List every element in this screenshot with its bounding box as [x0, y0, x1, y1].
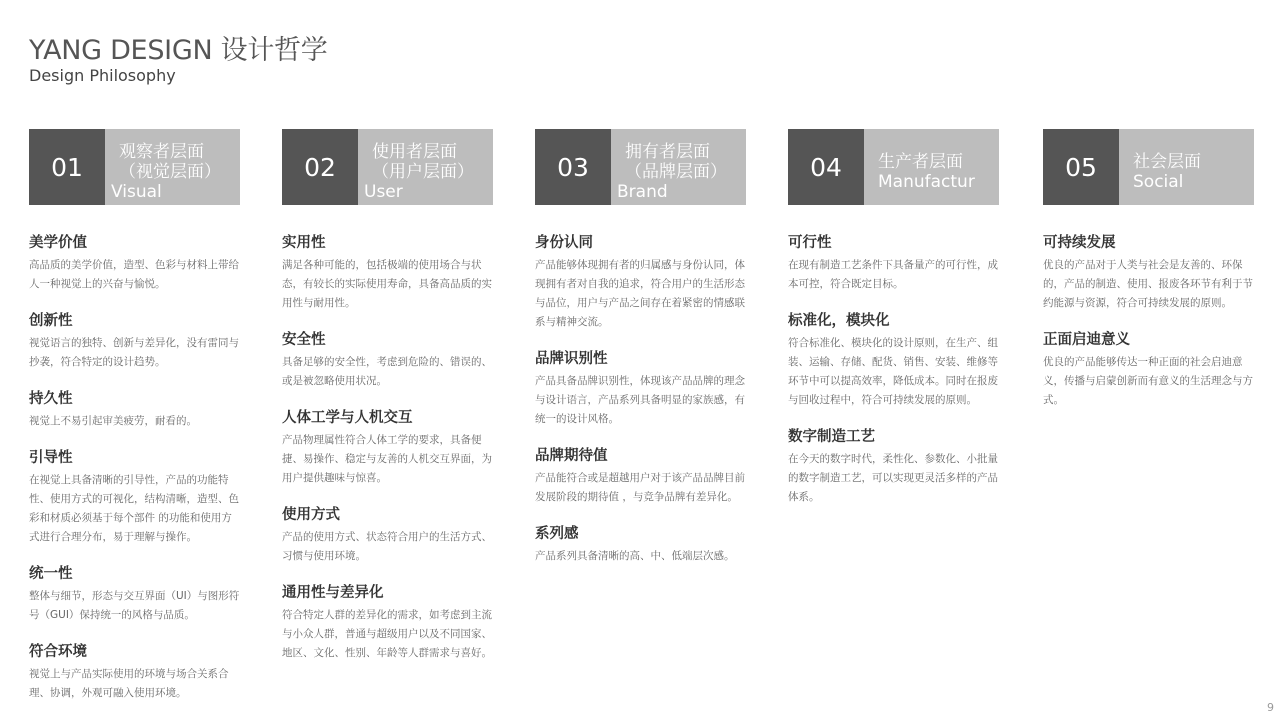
- item-desc: 整体与细节，形态与交互界面（UI）与图形符号（GUI）保持统一的风格与品质。: [29, 590, 240, 621]
- list-item: [29, 446, 241, 547]
- column-header: [282, 129, 493, 205]
- column-label-en: User: [364, 182, 403, 202]
- item-title: 创新性: [29, 313, 73, 329]
- column-number: 04: [788, 129, 864, 205]
- page-number: 9: [1267, 701, 1274, 714]
- item-title: 统一性: [29, 566, 73, 582]
- column-label-cn: 生产者层面: [878, 152, 963, 172]
- column-body: [535, 231, 747, 566]
- column-body: [1043, 231, 1255, 410]
- column-label-en: Manufactur: [878, 172, 975, 192]
- item-desc: 优良的产品对于人类与社会是友善的、环保的，产品的制造、使用、报废各环节有利于节约能源与资源，符合可持续发展的原则。: [1043, 259, 1253, 309]
- list-item: [29, 562, 241, 625]
- item-title: 实用性: [282, 235, 326, 251]
- item-title: 系列感: [535, 526, 579, 542]
- list-item: [535, 522, 747, 566]
- page-title: YANG DESIGN 设计哲学: [29, 35, 328, 66]
- column-visual: [29, 129, 241, 718]
- list-item: [1043, 231, 1255, 313]
- item-title: 符合环境: [29, 644, 87, 660]
- page-subtitle: Design Philosophy: [29, 66, 176, 85]
- column-label-en: Visual: [111, 182, 162, 202]
- item-title: 品牌期待值: [535, 448, 608, 464]
- item-desc: 产品系列具备清晰的高、中、低端层次感。: [535, 550, 735, 562]
- list-item: [29, 640, 241, 703]
- list-item: [535, 231, 747, 332]
- list-item: [788, 309, 1000, 410]
- column-body: [788, 231, 1000, 507]
- list-item: [282, 231, 494, 313]
- item-title: 美学价值: [29, 235, 87, 251]
- column-label-en: Brand: [617, 182, 668, 202]
- column-label: [358, 129, 493, 205]
- column-label-cn: 观察者层面: [119, 142, 204, 162]
- list-item: [535, 347, 747, 429]
- item-desc: 产品能够体现拥有者的归属感与身份认同，体现拥有者对自我的追求，符合用户的生活形态与品位，用户与产品之间存在着紧密的情感联系与精神交流。: [535, 259, 745, 328]
- item-desc: 高品质的美学价值，造型、色彩与材料上带给人一种视觉上的兴奋与愉悦。: [29, 259, 239, 290]
- list-item: [788, 425, 1000, 507]
- column-label-sub: （品牌层面）: [625, 162, 727, 182]
- column-user: [282, 129, 494, 678]
- list-item: [1043, 328, 1255, 410]
- column-number: 05: [1043, 129, 1119, 205]
- column-header: [535, 129, 746, 205]
- item-title: 身份认同: [535, 235, 593, 251]
- item-title: 可行性: [788, 235, 832, 251]
- item-desc: 产品能符合或是超越用户对于该产品品牌目前发展阶段的期待值 ，与竞争品牌有差异化。: [535, 472, 745, 503]
- item-title: 通用性与差异化: [282, 585, 384, 601]
- column-label-sub: （用户层面）: [372, 162, 474, 182]
- column-label-cn: 拥有者层面: [625, 142, 710, 162]
- item-desc: 符合特定人群的差异化的需求，如考虑到主流与小众人群，普通与超级用户以及不同国家、地区、文化、性别、年龄等人群需求与喜好。: [282, 609, 492, 659]
- column-label-en: Social: [1133, 172, 1184, 192]
- column-label-sub: （视觉层面）: [119, 162, 221, 182]
- item-desc: 在视觉上具备清晰的引导性，产品的功能特性、使用方式的可视化，结构清晰，造型、色彩和材质必须基于每个部件 的功能和使用方式进行合理分布，易于理解与操作。: [29, 474, 239, 543]
- list-item: [535, 444, 747, 507]
- column-brand: [535, 129, 747, 581]
- item-title: 正面启迪意义: [1043, 332, 1130, 348]
- item-title: 持久性: [29, 391, 73, 407]
- item-desc: 优良的产品能够传达一种正面的社会启迪意义，传播与启蒙创新而有意义的生活理念与方式。: [1043, 356, 1253, 406]
- list-item: [29, 309, 241, 372]
- item-desc: 满足各种可能的，包括极端的使用场合与状态，有较长的实际使用寿命，具备高品质的实用性与耐用性。: [282, 259, 492, 309]
- column-number: 03: [535, 129, 611, 205]
- list-item: [29, 231, 241, 294]
- item-desc: 视觉语言的独特、创新与差异化，没有雷同与抄袭，符合特定的设计趋势。: [29, 337, 239, 368]
- item-desc: 产品具备品牌识别性，体现该产品品牌的理念与设计语言，产品系列具备明显的家族感，有统一的设计风格。: [535, 375, 745, 425]
- item-title: 引导性: [29, 450, 73, 466]
- item-title: 使用方式: [282, 507, 340, 523]
- column-label: [864, 129, 999, 205]
- item-desc: 产品物理属性符合人体工学的要求，具备便捷、易操作、稳定与友善的人机交互界面，为用户提供趣味与惊喜。: [282, 434, 492, 484]
- item-title: 可持续发展: [1043, 235, 1116, 251]
- list-item: [788, 231, 1000, 294]
- column-header: [788, 129, 999, 205]
- column-label-cn: 社会层面: [1133, 152, 1201, 172]
- item-desc: 在现有制造工艺条件下具备量产的可行性，成本可控，符合既定目标。: [788, 259, 998, 290]
- list-item: [282, 503, 494, 566]
- column-body: [282, 231, 494, 663]
- column-header: [29, 129, 240, 205]
- column-label: [611, 129, 746, 205]
- list-item: [282, 581, 494, 663]
- item-title: 安全性: [282, 332, 326, 348]
- column-manufacture: [788, 129, 1000, 522]
- item-desc: 具备足够的安全性，考虑到危险的、错误的、或是被忽略使用状况。: [282, 356, 492, 387]
- list-item: [282, 328, 494, 391]
- item-desc: 视觉上不易引起审美疲劳，耐看的。: [29, 415, 197, 427]
- column-header: [1043, 129, 1254, 205]
- item-desc: 符合标准化、模块化的设计原则，在生产、组装、运输、存储、配货、销售、安装、维修等环节中可以提高效率，降低成本。同时在报废与回收过程中，符合可持续发展的原则。: [788, 337, 998, 406]
- column-label: [105, 129, 240, 205]
- column-number: 01: [29, 129, 105, 205]
- item-desc: 视觉上与产品实际使用的环境与场合关系合理、协调，外观可融入使用环境。: [29, 668, 229, 699]
- item-desc: 产品的使用方式、状态符合用户的生活方式、习惯与使用环境。: [282, 531, 492, 562]
- column-body: [29, 231, 241, 703]
- item-title: 人体工学与人机交互: [282, 410, 413, 426]
- item-title: 数字制造工艺: [788, 429, 875, 445]
- list-item: [29, 387, 241, 431]
- item-desc: 在今天的数字时代，柔性化、参数化、小批量的数字制造工艺，可以实现更灵活多样的产品体系。: [788, 453, 998, 503]
- column-social: [1043, 129, 1255, 425]
- item-title: 标准化，模块化: [788, 313, 890, 329]
- item-title: 品牌识别性: [535, 351, 608, 367]
- column-label-cn: 使用者层面: [372, 142, 457, 162]
- list-item: [282, 406, 494, 488]
- column-label: [1119, 129, 1254, 205]
- column-number: 02: [282, 129, 358, 205]
